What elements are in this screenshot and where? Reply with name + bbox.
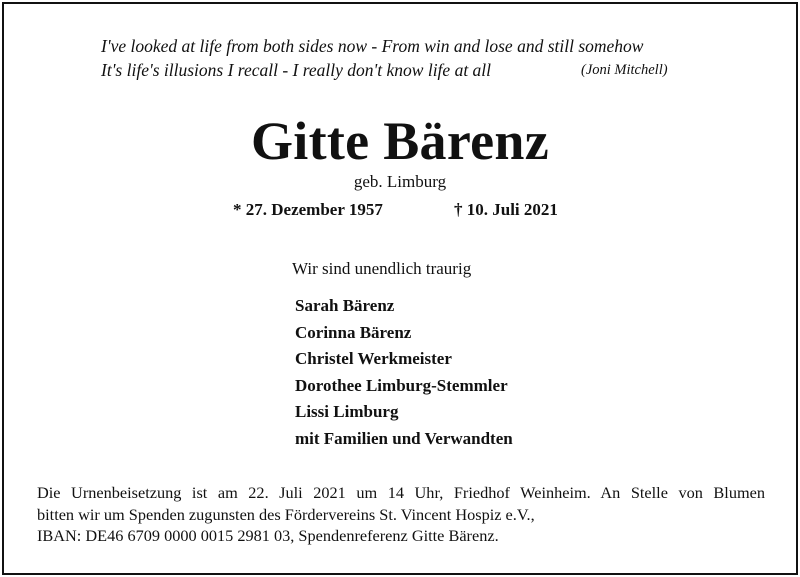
epigraph-quote: [101, 34, 741, 82]
notice-line-1: Die Urnenbeisetzung ist am 22. Juli 2021 um 14 Uhr, Friedhof Weinheim. An Stelle von Blumen: [37, 483, 765, 502]
birth-date: * 27. Dezember 1957: [233, 200, 383, 219]
funeral-notice: [37, 482, 765, 547]
mourning-intro: Wir sind unendlich traurig: [292, 259, 472, 278]
notice-line-2: bitten wir um Spenden zugunsten des Fördervereins St. Vincent Hospiz e.V.,: [37, 504, 535, 524]
mourner-name: Sarah Bärenz: [295, 296, 395, 315]
deceased-name: Gitte Bärenz: [250, 111, 550, 171]
quote-line-1: I've looked at life from both sides now - From win and lose and still somehow: [101, 36, 644, 56]
mourner-list: [295, 293, 513, 453]
maiden-name: geb. Limburg: [353, 172, 447, 191]
death-date: † 10. Juli 2021: [454, 200, 558, 219]
mourner-name: Lissi Limburg: [295, 402, 399, 422]
mourner-name: Dorothee Limburg-Stemmler: [295, 375, 508, 395]
mourner-name: Corinna Bärenz: [295, 322, 412, 342]
mourner-name: Christel Werkmeister: [295, 349, 452, 369]
mourner-families: mit Familien und Verwandten: [295, 428, 513, 448]
quote-attribution: (Joni Mitchell): [581, 62, 668, 78]
quote-line-2: It's life's illusions I recall - I really don't know life at all: [101, 60, 492, 80]
notice-line-3: IBAN: DE46 6709 0000 0015 2981 03, Spendenreferenz Gitte Bärenz.: [37, 526, 499, 545]
